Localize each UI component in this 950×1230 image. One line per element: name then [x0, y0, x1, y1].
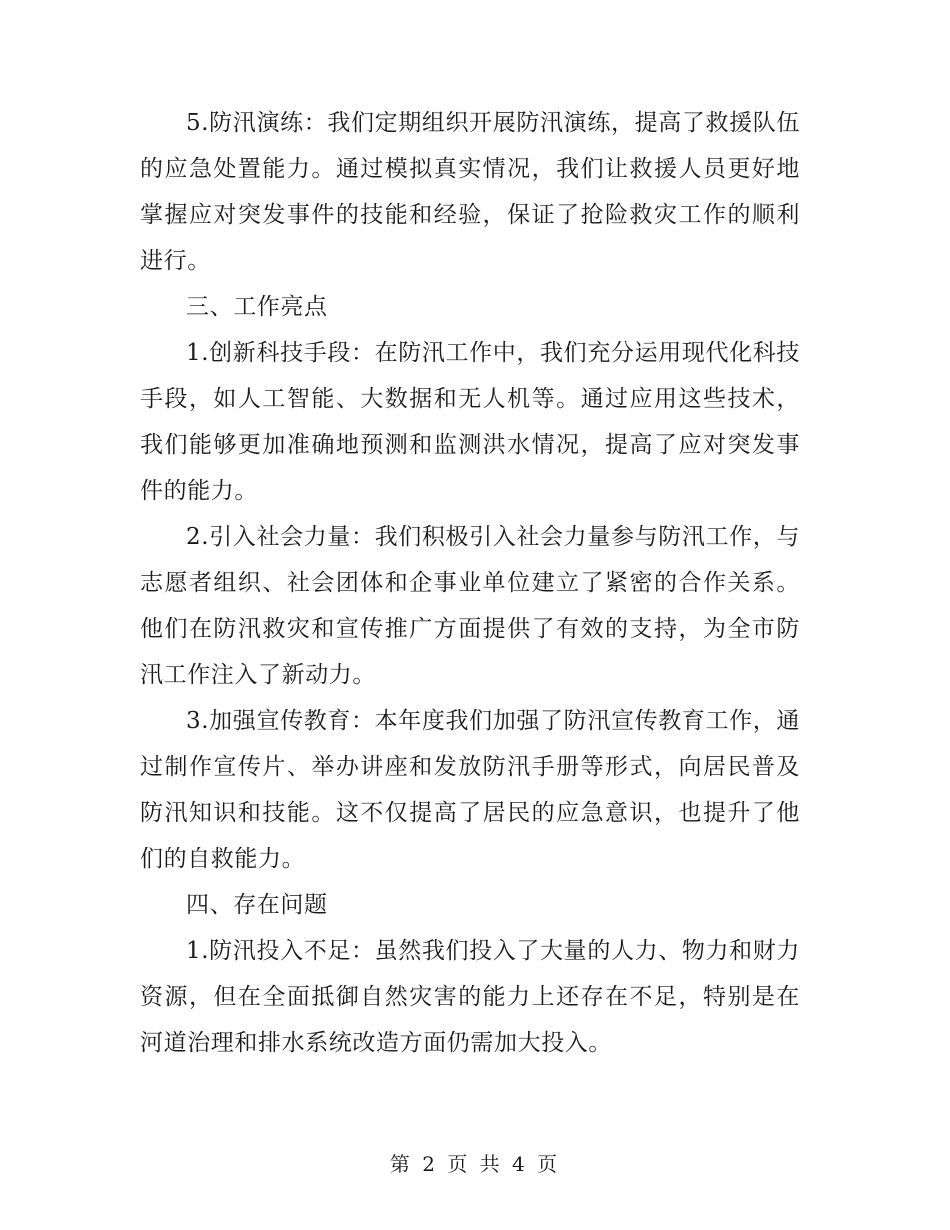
document-body: [140, 100, 800, 1066]
section-heading-problems: 四、存在问题: [186, 892, 328, 918]
paragraph-tech: 1.创新科技手段：在防汛工作中，我们充分运用现代化科技手段，如人工智能、大数据和无人机等。通过应用这些技术，我们能够更加准确地预测和监测洪水情况，提高了应对突发事件的能力。: [140, 340, 800, 504]
paragraph-education: 3.加强宣传教育：本年度我们加强了防汛宣传教育工作，通过制作宣传片、举办讲座和发放防汛手册等形式，向居民普及防汛知识和技能。这不仅提高了居民的应急意识，也提升了他们的自救能力。: [140, 708, 800, 872]
paragraph-investment: 1.防汛投入不足：虽然我们投入了大量的人力、物力和财力资源，但在全面抵御自然灾害的能力上还存在不足，特别是在河道治理和排水系统改造方面仍需加大投入。: [140, 938, 800, 1056]
paragraph-drill: 5.防汛演练：我们定期组织开展防汛演练，提高了救援队伍的应急处置能力。通过模拟真实情况，我们让救援人员更好地掌握应对突发事件的技能和经验，保证了抢险救灾工作的顺利进行。: [140, 110, 800, 274]
page-number-footer: 第 2 页 共 4 页: [389, 1152, 561, 1176]
paragraph-social: 2.引入社会力量：我们积极引入社会力量参与防汛工作，与志愿者组织、社会团体和企事业单位建立了紧密的合作关系。他们在防汛救灾和宣传推广方面提供了有效的支持，为全市防汛工作注入了新动力。: [140, 524, 800, 688]
section-heading-highlights: 三、工作亮点: [186, 294, 328, 320]
